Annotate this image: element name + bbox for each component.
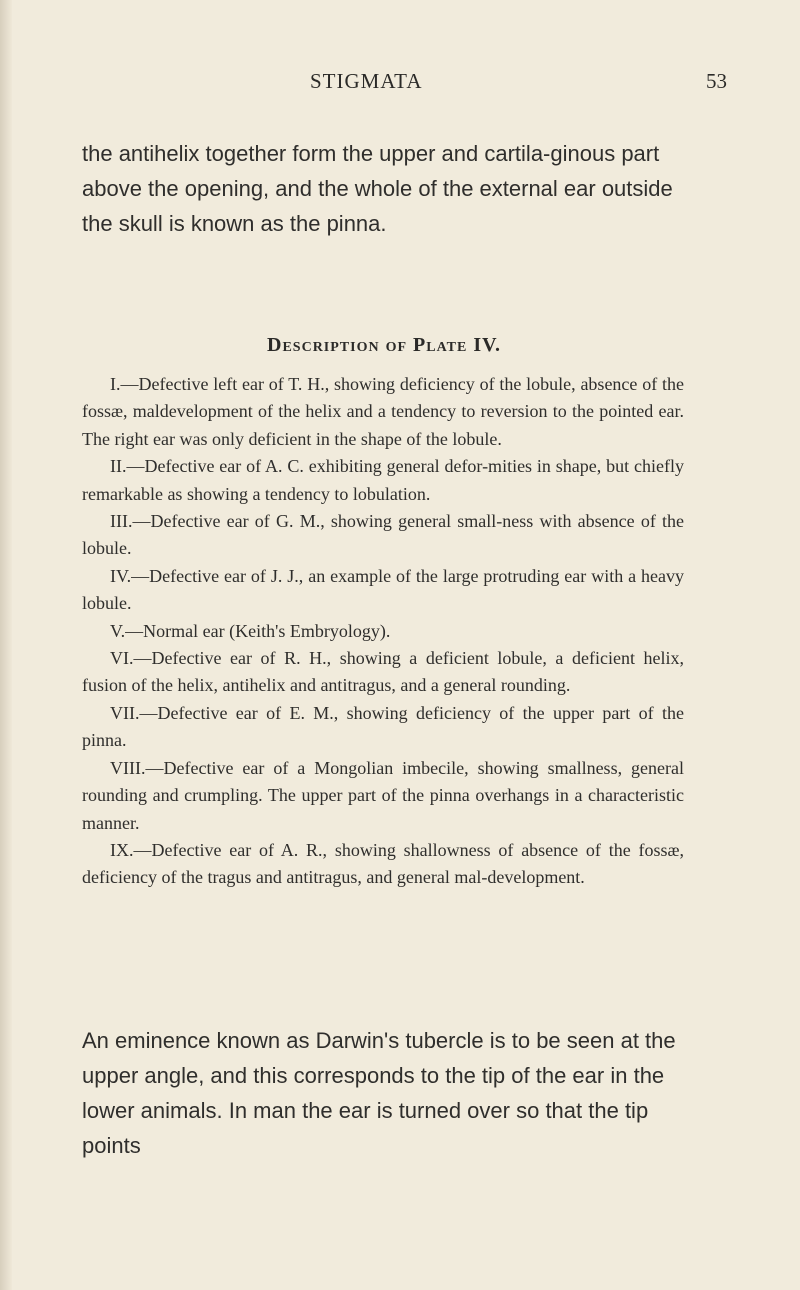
section-heading: Description of Plate IV.: [267, 334, 501, 356]
plate-entry-ii: II.—Defective ear of A. C. exhibiting general defor-mities in shape, but chiefly remarkable as showing a tendency to lobulation.: [82, 456, 684, 504]
page-number: 53: [706, 69, 727, 93]
plate-entry-ix: IX.—Defective ear of A. R., showing shallowness of absence of the fossæ, deficiency of the tragus and antitragus, and general mal-development.: [82, 839, 684, 888]
plate-entry-i: I.—Defective left ear of T. H., showing deficiency of the lobule, absence of the fossæ, maldevelopment of the helix and a tendency to reversion to the pointed ear. The right ear was only deficient in the shape of the lobule.: [82, 374, 684, 449]
plate-entry-iv: IV.—Defective ear of J. J., an example of the large protruding ear with a heavy lobule.: [82, 565, 684, 614]
plate-entry-viii: VIII.—Defective ear of a Mongolian imbecile, showing smallness, general rounding and crumpling. The upper part of the pinna overhangs in a characteristic manner.: [82, 757, 684, 833]
binding-edge: [0, 0, 12, 1290]
closing-paragraph: An eminence known as Darwin's tubercle is to be seen at the upper angle, and this corresponds to the tip of the ear in the lower animals. In man the ear is turned over so that the tip points: [82, 1028, 676, 1158]
plate-description-list: [82, 371, 684, 892]
running-head: STIGMATA: [310, 69, 423, 93]
plate-entry-vi: VI.—Defective ear of R. H., showing a deficient lobule, a deficient helix, fusion of the helix, antihelix and antitragus, and a general rounding.: [82, 648, 684, 696]
intro-paragraph: the antihelix together form the upper and cartila-ginous part above the opening, and the whole of the external ear outside the skull is known as the pinna.: [82, 141, 673, 236]
plate-entry-iii: III.—Defective ear of G. M., showing general small-ness with absence of the lobule.: [82, 511, 684, 559]
plate-entry-v: V.—Normal ear (Keith's Embryology).: [110, 620, 391, 641]
plate-entry-vii: VII.—Defective ear of E. M., showing deficiency of the upper part of the pinna.: [82, 702, 684, 751]
